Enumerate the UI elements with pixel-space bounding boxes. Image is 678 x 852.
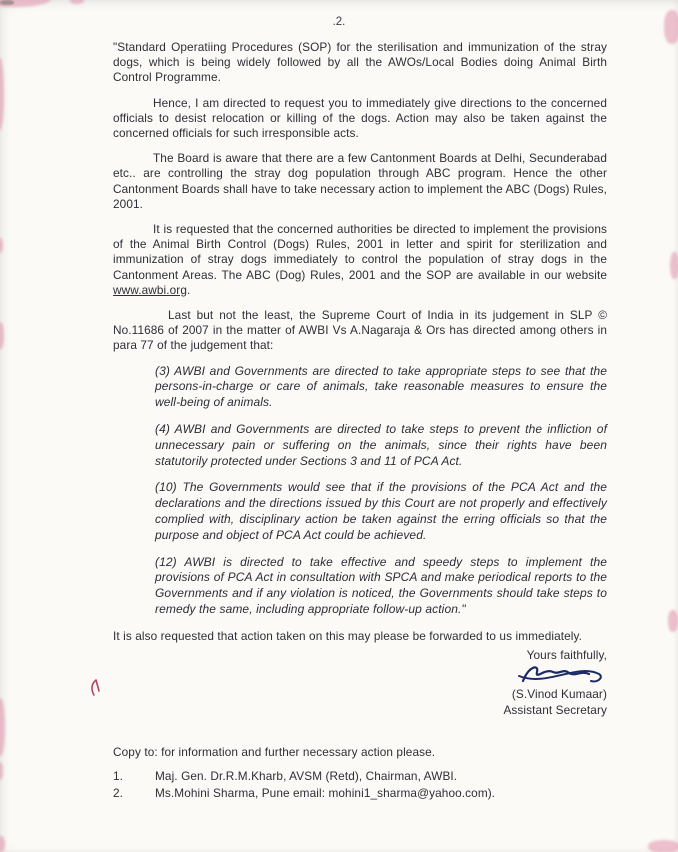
signatory-name: (S.Vinod Kumaar) xyxy=(511,687,607,702)
copy-to-line: Copy to: for information and further necessary action please. xyxy=(113,744,436,759)
scan-artifact xyxy=(0,0,14,5)
scan-artifact xyxy=(668,610,678,632)
paragraph-cantonment-boards: The Board is aware that there are a few Cantonment Boards at Delhi, Secunderabad etc.. are controlling the stray dog population through ABC program. Hence the other Cantonment Boards shall have to take necessary action to implement the ABC (Dogs) Rules, 2001. xyxy=(113,151,607,211)
scan-artifact xyxy=(0,0,50,9)
scan-artifact xyxy=(0,836,5,852)
judgement-quote-12: (12) AWBI is directed to take effective and speedy steps to implement the provisions of PCA Act in consultation with SPCA and make periodical reports to the Governments and if any violation is noticed, the Governments should take steps to remedy the same, including appropriate follow-up action." xyxy=(155,554,607,617)
list-item-text: Maj. Gen. Dr.R.M.Kharb, AVSM (Retd), Chairman, AWBI. xyxy=(155,769,458,784)
list-item-text: Ms.Mohini Sharma, Pune email: mohini1_sharma@yahoo.com). xyxy=(155,785,496,800)
judgement-quote-4: (4) AWBI and Governments are directed to take steps to prevent the infliction of unnecessary pain or suffering on the animals, since their rights have been statutorily protected under Sections 3 and 11 of PCA Act. xyxy=(155,422,607,468)
scan-artifact xyxy=(0,762,3,780)
scan-artifact xyxy=(0,58,4,130)
scan-artifact xyxy=(648,840,678,852)
paragraph-abc-rules-end: . xyxy=(186,282,191,297)
judgement-quote-10: (10) The Governments would see that if the provisions of the PCA Act and the declarations and the directions issued by this Court are not properly and effectively complied with, disciplinary action be taken against the erring officials so that the purpose and object of PCA Act could be achieved. xyxy=(155,480,607,542)
paragraph-request-directions: Hence, I am directed to request you to immediately give directions to the concerned officials to desist relocation or killing of the dogs. Action may also be taken against the concerned officials for such irresponsible acts. xyxy=(113,95,607,141)
paragraph-abc-rules-text: It is requested that the concerned authorities be directed to implement the provisions of the Animal Birth Control (Dogs) Rules, 2001 in letter and spirit for sterilization and immunization of stray dogs immediately to control the population of stray dogs in the Cantonment Areas. The ABC (Dog) Rules, 2001 and the SOP are available in our website xyxy=(113,222,607,282)
signature-block xyxy=(113,648,607,718)
list-item xyxy=(113,786,607,802)
valediction: Yours faithfully, xyxy=(526,648,607,663)
list-item-number: 2. xyxy=(113,785,124,800)
list-item-number: 1. xyxy=(113,769,124,784)
pen-mark xyxy=(88,678,102,698)
scan-artifact xyxy=(670,252,678,279)
page-number: .2. xyxy=(332,16,346,28)
paragraph-sop: "Standard Operatiing Procedures (SOP) for the sterilisation and immunization of the stray dogs, which is being widely followed by all the AWOs/Local Bodies doing Animal Birth Control Programme. xyxy=(113,40,607,85)
closing-request: It is also requested that action taken on this may please be forwarded to us immediately. xyxy=(113,628,583,643)
list-item xyxy=(113,769,607,785)
signatory-title: Assistant Secretary xyxy=(503,702,607,717)
website-link: www.awbi.org xyxy=(113,282,187,297)
judgement-quote-3: (3) AWBI and Governments are directed to take appropriate steps to see that the persons-in-charge or care of animals, take reasonable measures to ensure the well-being of animals. xyxy=(155,363,607,410)
scan-artifact xyxy=(0,322,4,349)
paragraph-supreme-court: Last but not the least, the Supreme Court of India in its judgement in SLP © No.11686 of 2007 in the matter of AWBI Vs A.Nagaraja & Ors has directed among others in para 77 of the judgement that: xyxy=(113,308,607,353)
paragraph-abc-rules xyxy=(113,222,607,298)
scan-artifact xyxy=(0,698,5,756)
scan-artifact xyxy=(0,238,3,253)
copy-to-section xyxy=(113,745,607,801)
letter-body xyxy=(113,40,607,802)
scan-artifact xyxy=(70,0,84,4)
